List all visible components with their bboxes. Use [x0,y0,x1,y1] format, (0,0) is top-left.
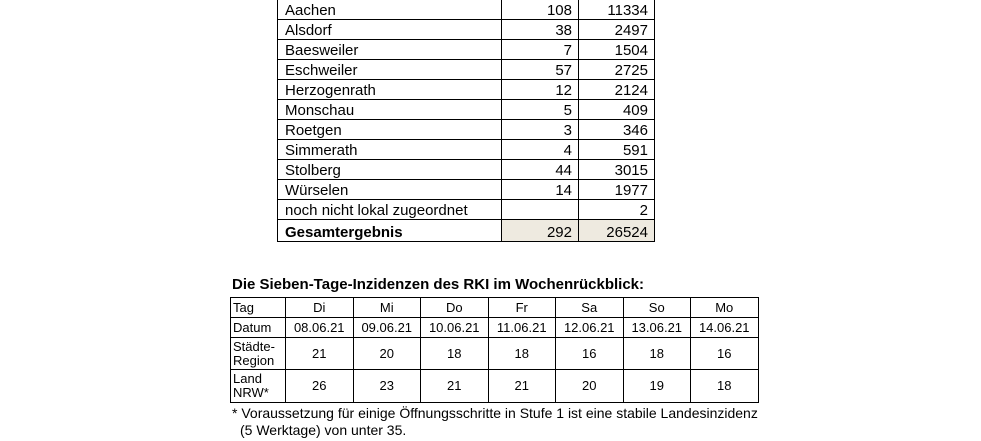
nrw-incidence-cell: 19 [623,370,691,403]
total-cases-value: 1977 [579,180,655,200]
city-name: Stolberg [278,160,502,180]
row-label-date: Datum [231,318,286,338]
city-name: Würselen [278,180,502,200]
new-cases-value: 4 [502,140,579,160]
city-name: noch nicht lokal zugeordnet [278,200,502,220]
table-row [278,40,655,60]
new-cases-value: 38 [502,20,579,40]
new-cases-value [502,200,579,220]
date-cell: 10.06.21 [421,318,489,338]
total-cases-value: 409 [579,100,655,120]
region-incidence-cell: 18 [488,338,556,370]
row-label-nrw [231,370,286,403]
nrw-incidence-cell: 21 [488,370,556,403]
city-name: Baesweiler [278,40,502,60]
nrw-incidence-cell: 26 [286,370,354,403]
region-incidence-cell: 18 [623,338,691,370]
region-incidence-cell: 18 [421,338,489,370]
footnote [232,405,758,439]
row-label-region [231,338,286,370]
date-cell: 13.06.21 [623,318,691,338]
city-name: Alsdorf [278,20,502,40]
date-cell: 08.06.21 [286,318,354,338]
nrw-incidence-cell: 23 [353,370,421,403]
city-name: Simmerath [278,140,502,160]
total-cases-value: 2497 [579,20,655,40]
new-cases-value: 5 [502,100,579,120]
city-name: Monschau [278,100,502,120]
nrw-incidence-cell: 21 [421,370,489,403]
table-row [278,20,655,40]
total-cases-value: 11334 [579,0,655,20]
new-cases-value: 108 [502,0,579,20]
weekday-cell: Di [286,298,354,318]
cases-table [277,0,655,242]
nrw-incidence-cell: 18 [691,370,759,403]
date-cell: 09.06.21 [353,318,421,338]
weekday-cell: Mi [353,298,421,318]
city-name: Roetgen [278,120,502,140]
total-cases-value: 346 [579,120,655,140]
row-label-tag: Tag [231,298,286,318]
footnote-line-2: (5 Werktage) von unter 35. [240,422,407,438]
total-cases-value: 3015 [579,160,655,180]
nrw-incidence-cell: 20 [556,370,624,403]
new-cases-value: 14 [502,180,579,200]
row-label-nrw-line2: NRW* [233,385,269,400]
row-label-region-line1: Städte- [233,338,275,354]
row-weekday [231,298,759,318]
region-incidence-cell: 20 [353,338,421,370]
incidence-heading: Die Sieben-Tage-Inzidenzen des RKI im Wochenrückblick: [232,276,645,293]
total-cases-value: 2 [579,200,655,220]
table-row [278,160,655,180]
table-row [278,0,655,20]
city-name: Eschweiler [278,60,502,80]
table-row [278,140,655,160]
total-cases-value: 591 [579,140,655,160]
row-staedteregion [231,338,759,370]
footnote-line-1: * Voraussetzung für einige Öffnungsschritte in Stufe 1 ist eine stabile Landesinzidenz [232,405,758,421]
date-cell: 14.06.21 [691,318,759,338]
weekday-cell: Do [421,298,489,318]
new-cases-value: 7 [502,40,579,60]
new-cases-value: 3 [502,120,579,140]
new-cases-value: 12 [502,80,579,100]
row-date [231,318,759,338]
table-row [278,180,655,200]
table-row [278,60,655,80]
city-name: Herzogenrath [278,80,502,100]
row-label-region-line2: Region [233,352,275,368]
table-row [278,100,655,120]
total-label: Gesamtergebnis [278,220,502,242]
date-cell: 11.06.21 [488,318,556,338]
new-cases-value: 44 [502,160,579,180]
incidence-table [230,297,759,403]
total-new-cases: 292 [502,220,579,242]
row-land-nrw [231,370,759,403]
table-row [278,80,655,100]
total-row [278,220,655,242]
total-cases-value: 1504 [579,40,655,60]
total-cases-value: 2725 [579,60,655,80]
new-cases-value: 57 [502,60,579,80]
total-all-cases: 26524 [579,220,655,242]
total-cases-value: 2124 [579,80,655,100]
weekday-cell: Fr [488,298,556,318]
row-label-nrw-line1: Land [233,371,262,386]
weekday-cell: So [623,298,691,318]
weekday-cell: Sa [556,298,624,318]
city-name: Aachen [278,0,502,20]
table-row [278,120,655,140]
table-row [278,200,655,220]
date-cell: 12.06.21 [556,318,624,338]
region-incidence-cell: 16 [691,338,759,370]
weekday-cell: Mo [691,298,759,318]
region-incidence-cell: 16 [556,338,624,370]
region-incidence-cell: 21 [286,338,354,370]
